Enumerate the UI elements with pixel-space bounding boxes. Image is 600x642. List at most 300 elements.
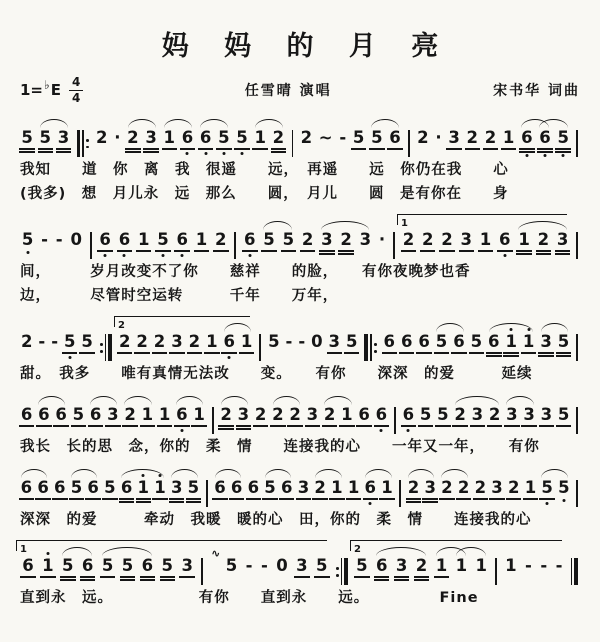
header-meta-row xyxy=(20,76,580,104)
lyric-line: 甜。 我多 唯有真情无法改 变。 有你 深深 的爱 延续 xyxy=(20,366,533,383)
beam-line xyxy=(516,253,531,255)
low-octave-dot xyxy=(369,502,372,505)
note: 5 xyxy=(160,556,175,584)
meter-denominator: 4 xyxy=(71,90,81,105)
note: 6 xyxy=(382,332,397,360)
beam-line xyxy=(160,579,175,581)
beam-line xyxy=(519,151,534,153)
beam-line xyxy=(539,425,554,427)
beam-line xyxy=(521,352,536,354)
note: 3 xyxy=(394,556,409,584)
low-octave-dot xyxy=(68,356,71,359)
beam-line xyxy=(555,151,570,153)
slur-arc xyxy=(200,119,228,128)
note: 0 xyxy=(311,332,323,352)
beam-line xyxy=(242,250,257,252)
lyric-line: 我长 长的思 念，你的 柔 情 连接我的心 一年又一年， 有你 xyxy=(20,439,540,456)
measure xyxy=(18,405,208,433)
note: 1 xyxy=(339,405,354,433)
note: - xyxy=(555,556,563,576)
beam-line xyxy=(406,501,421,503)
barline-bar xyxy=(392,232,396,259)
barline xyxy=(259,334,261,361)
note: 2 xyxy=(312,478,327,506)
beam-line xyxy=(117,250,132,252)
beam-line xyxy=(503,355,518,357)
beam-line xyxy=(351,148,366,150)
note: 2 xyxy=(96,128,108,148)
note: 2 xyxy=(125,128,140,156)
slur-arc xyxy=(324,396,352,405)
note: 5 xyxy=(186,478,201,506)
note: 3 xyxy=(319,230,334,258)
low-octave-dot xyxy=(503,254,506,257)
dot xyxy=(374,350,377,353)
beam-line xyxy=(394,576,409,578)
note: 3 xyxy=(179,556,194,584)
note: 6 xyxy=(246,478,261,506)
note: 3 xyxy=(236,405,251,433)
beam-line xyxy=(157,425,172,427)
beam-line xyxy=(253,425,268,427)
note: 3 xyxy=(555,230,570,258)
beam-line xyxy=(294,576,309,578)
note: 3 xyxy=(539,405,554,433)
note: 2 xyxy=(300,128,313,148)
note: 3 xyxy=(169,478,184,506)
barline-rptL xyxy=(76,130,90,157)
beam-line xyxy=(354,576,369,578)
beam-line xyxy=(261,250,276,252)
low-octave-dot xyxy=(546,502,549,505)
beam-line xyxy=(538,355,553,357)
measure xyxy=(218,405,391,433)
beam-line xyxy=(35,498,50,500)
beam-line xyxy=(487,425,502,427)
note: 2 xyxy=(406,478,421,506)
low-octave-dot xyxy=(161,254,164,257)
low-octave-dot xyxy=(104,254,107,257)
note: 1 xyxy=(162,128,177,156)
note: 6 xyxy=(451,332,466,360)
beam-line xyxy=(435,425,450,427)
note: 6 xyxy=(85,478,100,506)
beam-line xyxy=(62,352,77,354)
beam-line xyxy=(538,352,553,354)
slur-arc xyxy=(71,469,97,478)
note: 3 xyxy=(504,405,519,433)
beam-line xyxy=(162,148,177,150)
flat-icon: ♭ xyxy=(44,78,50,93)
note: 6 xyxy=(356,405,371,433)
volta-number: 2 xyxy=(354,544,361,556)
barline-thick xyxy=(364,334,368,361)
beam-line xyxy=(194,250,209,252)
note: 2 xyxy=(414,556,429,584)
note: 6 xyxy=(19,478,34,506)
dot xyxy=(336,567,339,570)
note: 5 xyxy=(79,332,94,360)
beam-line xyxy=(344,352,359,354)
barline xyxy=(90,232,92,259)
music-system xyxy=(18,315,582,385)
beam-line xyxy=(169,501,184,503)
low-octave-dot xyxy=(228,356,231,359)
low-octave-dot xyxy=(181,254,184,257)
note: 2 xyxy=(417,128,429,148)
beam-line xyxy=(198,148,213,150)
lyric-line: 深深 的爱 牵动 我暖 暖的心 田，你的 柔 情 连接我的心 xyxy=(20,512,532,529)
key-prefix: 1= xyxy=(20,81,44,100)
beam-line xyxy=(327,352,342,354)
note: 5 xyxy=(20,230,35,258)
note: 6 xyxy=(497,230,512,258)
barline-rptR xyxy=(335,558,349,585)
slur-arc xyxy=(21,469,47,478)
volta-number: 1 xyxy=(401,218,408,230)
beam-line xyxy=(319,250,334,252)
beam-line xyxy=(143,148,158,150)
measure xyxy=(400,405,573,433)
note: - xyxy=(55,230,63,250)
note: 3 xyxy=(538,332,553,360)
beam-line xyxy=(536,253,551,255)
note: 6 xyxy=(486,332,501,360)
beam-line xyxy=(374,425,389,427)
barline-bar xyxy=(575,130,579,157)
mordent-icon: ∿ xyxy=(211,547,221,561)
beam-line xyxy=(271,151,286,153)
note: 5 xyxy=(100,556,115,584)
note: 3 xyxy=(446,128,461,156)
low-octave-dot xyxy=(26,251,29,254)
beam-line xyxy=(270,425,285,427)
note: 2 xyxy=(483,128,498,156)
note: 6 xyxy=(174,230,189,258)
note: 2 xyxy=(439,478,454,506)
beam-line xyxy=(120,579,135,581)
note: 6 xyxy=(20,556,35,584)
measure xyxy=(381,332,573,360)
volta-bracket xyxy=(397,214,567,230)
beam-line xyxy=(152,352,167,354)
note: 3 xyxy=(169,332,184,360)
note: 2 xyxy=(152,332,167,360)
beam-line xyxy=(504,425,519,427)
performer-credit: 任雪晴 演唱 xyxy=(244,83,332,100)
beam-line xyxy=(363,498,378,500)
beam-line xyxy=(53,425,68,427)
beam-line xyxy=(60,576,75,578)
note: 1 xyxy=(194,230,209,258)
slur-arc xyxy=(171,469,198,478)
beam-line xyxy=(80,576,95,578)
barline-bar xyxy=(291,130,295,157)
beam-line xyxy=(119,501,134,503)
measure xyxy=(501,556,567,584)
note: 5 xyxy=(369,128,384,156)
beam-line xyxy=(281,250,296,252)
note: - xyxy=(260,556,268,576)
barline-bar xyxy=(393,407,397,434)
beam-line xyxy=(155,250,170,252)
note: 5 xyxy=(62,332,77,360)
beam-line xyxy=(180,148,195,150)
barline-bar xyxy=(211,407,215,434)
note: 1 xyxy=(523,478,538,506)
beam-line xyxy=(539,498,554,500)
notes-row xyxy=(18,116,582,157)
note: 6 xyxy=(119,478,134,506)
beam-line xyxy=(236,428,251,430)
note: 2 xyxy=(487,405,502,433)
beam-line xyxy=(122,425,137,427)
volta-bracket xyxy=(350,540,562,556)
note: 1 xyxy=(204,332,219,360)
note: - xyxy=(38,332,46,352)
note: 5 xyxy=(344,332,359,360)
beam-line xyxy=(521,425,536,427)
low-octave-dot xyxy=(543,154,546,157)
beam-line xyxy=(451,352,466,354)
note: 3 xyxy=(296,478,311,506)
beam-line xyxy=(322,425,337,427)
low-octave-dot xyxy=(204,152,207,155)
measure xyxy=(265,332,360,360)
beam-line xyxy=(120,576,135,578)
note: 5 xyxy=(354,556,369,584)
measure xyxy=(18,128,73,156)
beam-line xyxy=(387,148,402,150)
note: 5 xyxy=(102,478,117,506)
note: 5 xyxy=(555,128,570,156)
note: 5 xyxy=(261,230,276,258)
note: 6 xyxy=(399,332,414,360)
beam-line xyxy=(556,425,571,427)
note: · xyxy=(378,230,386,250)
beam-line xyxy=(186,498,201,500)
barline xyxy=(571,558,573,585)
barline-rptR xyxy=(99,334,113,361)
beam-line xyxy=(169,498,184,500)
beam-line xyxy=(486,352,501,354)
beam-line xyxy=(486,355,501,357)
slur-arc xyxy=(408,469,434,478)
low-octave-dot xyxy=(562,154,565,157)
slur-arc xyxy=(265,469,291,478)
low-octave-dot xyxy=(241,152,244,155)
measure xyxy=(212,478,396,506)
note: 2 xyxy=(253,405,268,433)
beam-line xyxy=(187,352,202,354)
beam-line xyxy=(501,148,516,150)
beam-line xyxy=(262,498,277,500)
note: 5 xyxy=(60,556,75,584)
note: 2 xyxy=(456,478,471,506)
slur-arc xyxy=(221,396,248,405)
note: 3 xyxy=(521,405,536,433)
measure xyxy=(297,128,404,156)
low-octave-dot xyxy=(562,499,565,502)
note: 2 xyxy=(187,332,202,360)
beam-line xyxy=(143,151,158,153)
beam-line xyxy=(40,576,55,578)
beam-line xyxy=(105,425,120,427)
barline xyxy=(576,232,578,259)
note: · xyxy=(114,128,121,148)
lyric-line: 我知 道 你 离 我 很遥 远， 再遥 远 你仍在我 心 xyxy=(20,162,509,179)
beam-line xyxy=(140,576,155,578)
slur-arc xyxy=(263,221,292,230)
beam-line xyxy=(229,498,244,500)
beam-line xyxy=(339,425,354,427)
beam-line xyxy=(536,250,551,252)
note: 6 xyxy=(416,332,431,360)
beam-line xyxy=(446,148,461,150)
beam-line xyxy=(555,250,570,252)
beam-line xyxy=(523,498,538,500)
beam-line xyxy=(300,250,315,252)
barline xyxy=(495,558,497,585)
note: 6 xyxy=(363,478,378,506)
measure xyxy=(116,332,255,360)
beam-line xyxy=(312,498,327,500)
note: 5 xyxy=(262,478,277,506)
beam-line xyxy=(136,498,151,500)
note: 3 xyxy=(489,478,504,506)
beam-line xyxy=(100,576,115,578)
note: 3 xyxy=(294,556,309,584)
barline-bar xyxy=(575,334,579,361)
beam-line xyxy=(36,425,51,427)
beam-line xyxy=(418,425,433,427)
volta-number: 1 xyxy=(20,544,27,556)
beam-line xyxy=(406,498,421,500)
beam-line xyxy=(329,498,344,500)
note: 6 xyxy=(35,478,50,506)
note: 2 xyxy=(122,405,137,433)
measure xyxy=(240,230,389,258)
beam-line xyxy=(213,250,228,252)
barline-rptL xyxy=(363,334,377,361)
note: 1 xyxy=(434,556,449,584)
beam-line xyxy=(287,425,302,427)
note: 1 xyxy=(136,230,151,258)
note: 5 xyxy=(556,405,571,433)
slur-arc xyxy=(273,396,300,405)
beam-line xyxy=(356,425,371,427)
note: 3 xyxy=(327,332,342,360)
barline-thick xyxy=(77,130,81,157)
note: 5 xyxy=(351,128,366,156)
lyric-line: 间， 岁月改变不了你 慈祥 的脸， 有你夜晚梦也香 xyxy=(20,264,471,281)
beam-line xyxy=(346,498,361,500)
note: 5 xyxy=(69,478,84,506)
beam-line xyxy=(136,501,151,503)
barline xyxy=(576,334,578,361)
measure xyxy=(18,556,197,584)
barline-bar xyxy=(407,130,411,157)
barline-bar xyxy=(205,480,209,507)
note: - xyxy=(41,230,49,250)
note: 2 xyxy=(218,405,233,433)
note: 2 xyxy=(420,230,435,258)
slur-arc xyxy=(164,119,192,128)
beam-line xyxy=(69,498,84,500)
note: 2 xyxy=(287,405,302,433)
note: 6 xyxy=(198,128,213,156)
beam-line xyxy=(140,425,155,427)
note: 2 xyxy=(465,128,480,156)
lyric-line: 边， 尽管时空运转 千年 万年， xyxy=(20,288,339,305)
beam-line xyxy=(296,498,311,500)
barline xyxy=(105,334,107,361)
barline xyxy=(576,407,578,434)
note: 2 xyxy=(134,332,149,360)
note: 2 xyxy=(117,332,132,360)
barline xyxy=(82,130,84,157)
note: 3 xyxy=(459,230,474,258)
beam-line xyxy=(212,498,227,500)
note: 1 xyxy=(505,556,517,576)
notes-row xyxy=(18,393,582,434)
slur-arc xyxy=(315,469,342,478)
note: - xyxy=(298,332,306,352)
beam-line xyxy=(252,148,267,150)
beam-line xyxy=(459,250,474,252)
slur-arc xyxy=(121,469,164,478)
note: 1 xyxy=(140,405,155,433)
barline xyxy=(576,130,578,157)
beam-line xyxy=(125,151,140,153)
beam-line xyxy=(97,250,112,252)
note: ∼ xyxy=(318,128,333,148)
note: 5 xyxy=(71,405,86,433)
note: 5 xyxy=(418,405,433,433)
barline-bar xyxy=(258,334,262,361)
volta-number: 2 xyxy=(118,320,125,332)
note: 2 xyxy=(439,230,454,258)
note: 6 xyxy=(117,230,132,258)
note: - xyxy=(51,332,59,352)
measure xyxy=(207,547,332,584)
music-system xyxy=(18,466,582,531)
beam-line xyxy=(80,579,95,581)
note: 6 xyxy=(19,405,34,433)
note: 6 xyxy=(174,405,189,433)
note: 5 xyxy=(234,128,249,156)
beam-line xyxy=(483,148,498,150)
beam-line xyxy=(456,498,471,500)
beam-line xyxy=(379,498,394,500)
measure xyxy=(18,332,96,360)
barline-thick xyxy=(344,558,348,585)
beam-line xyxy=(234,148,249,150)
high-octave-dot xyxy=(46,552,49,555)
composer-credit: 宋书华 词曲 xyxy=(493,83,580,100)
beam-line xyxy=(152,498,167,500)
note: 2 xyxy=(213,230,228,258)
beam-line xyxy=(465,148,480,150)
beam-line xyxy=(136,250,151,252)
low-octave-dot xyxy=(525,154,528,157)
note: 2 xyxy=(338,230,353,258)
note: 1 xyxy=(521,332,536,360)
barline-bar xyxy=(398,480,402,507)
note: - xyxy=(339,128,347,148)
note: 6 xyxy=(80,556,95,584)
notes-row xyxy=(18,466,582,507)
